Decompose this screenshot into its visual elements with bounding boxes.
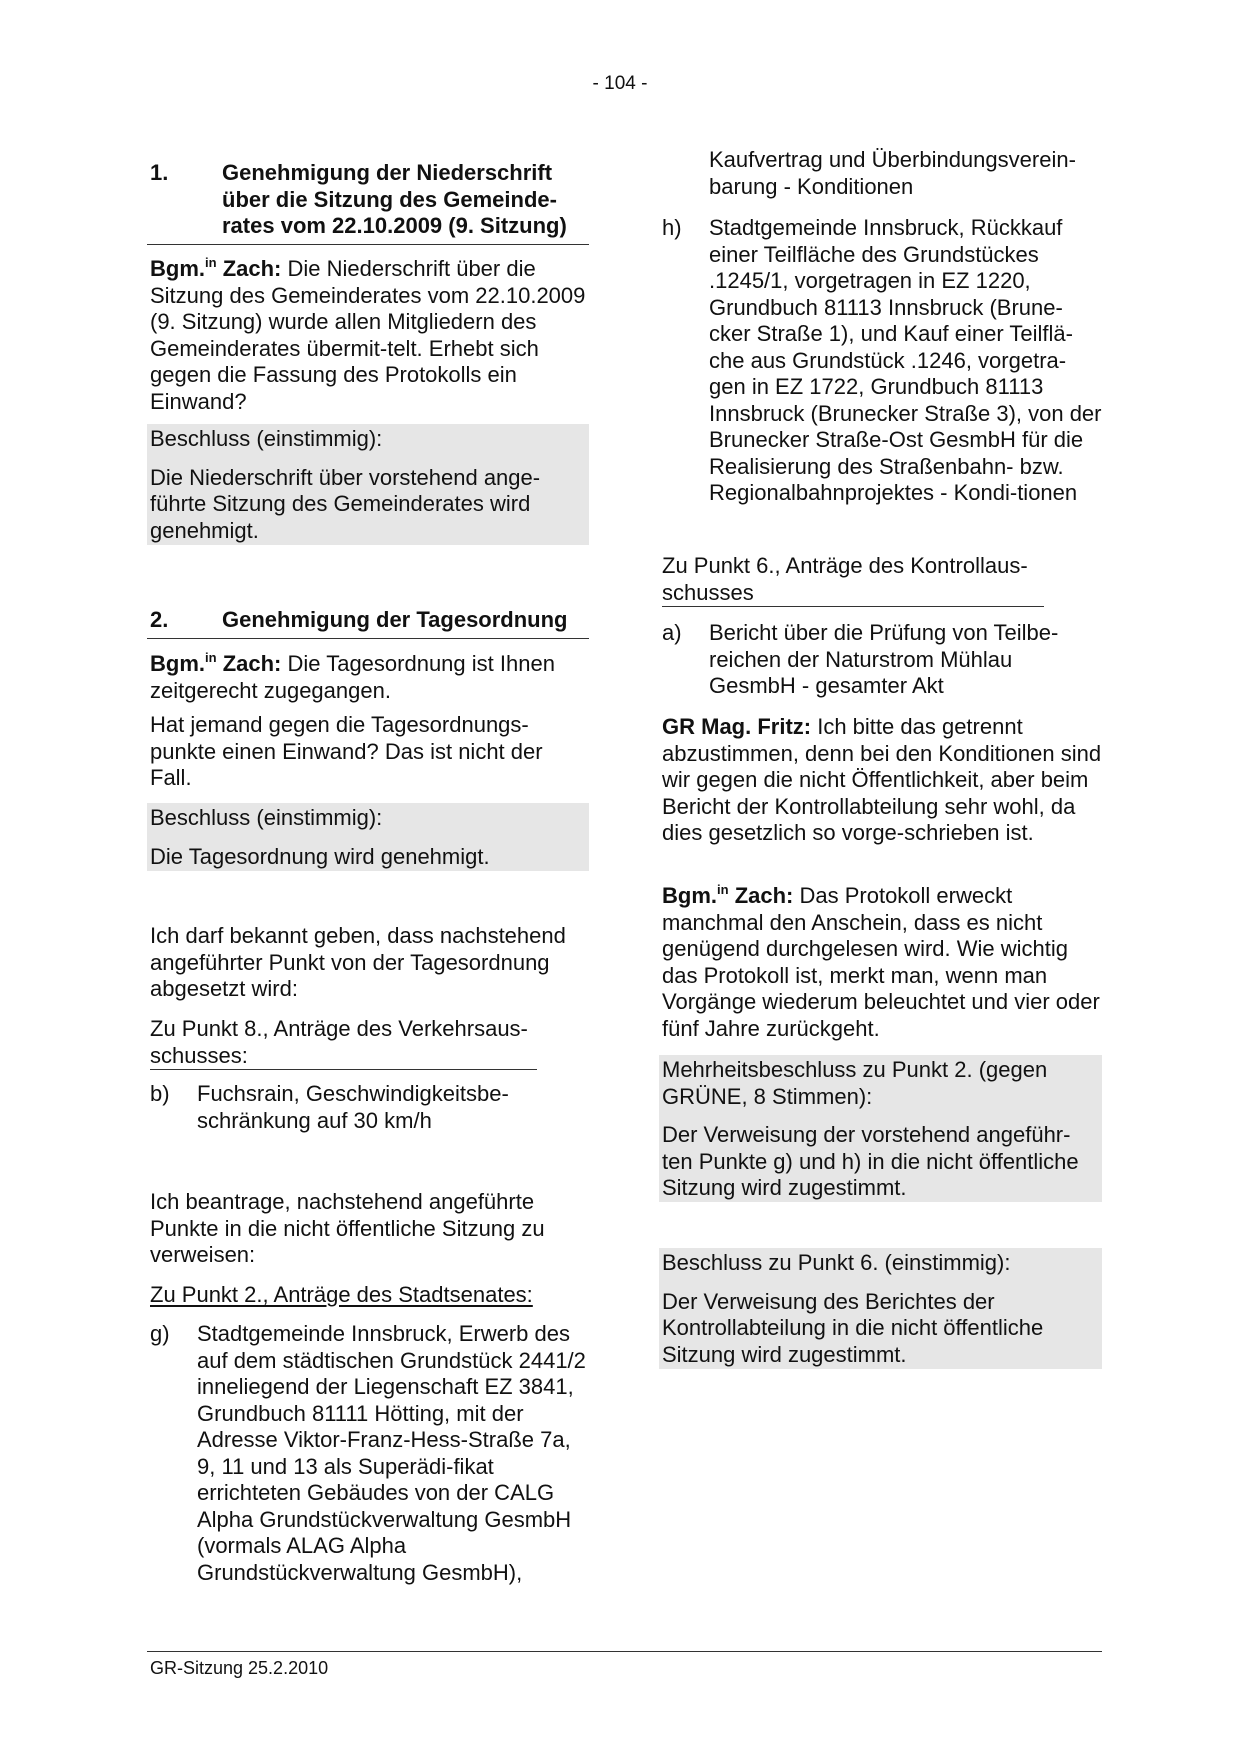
- footer-text: GR-Sitzung 25.2.2010: [150, 1658, 329, 1678]
- item-g-continuation: [662, 147, 1102, 200]
- speaker-label: Bgm.$^{in}$ Zach:: [662, 882, 794, 908]
- item-a: [662, 620, 1102, 700]
- resolution-text: Der Verweisung der vorstehend angeführ-ten Punkte g) und h) in die nicht öffentliche Sitzung wird zugestimmt.: [662, 1122, 1079, 1200]
- section-1-title: [222, 160, 589, 240]
- speaker-label: GR Mag. Fritz:: [662, 714, 812, 739]
- resolution-label: Beschluss (einstimmig):: [150, 805, 383, 830]
- item-g-label: g): [150, 1321, 170, 1346]
- item-a-label: a): [662, 620, 682, 645]
- section-1-title-line: rates vom 22.10.2009 (9. Sitzung): [222, 213, 567, 238]
- section-1-resolution: [147, 424, 589, 545]
- item-b-label: b): [150, 1081, 170, 1106]
- zach-statement: Bgm.$^{in}$ Zach: Das Protokoll erweckt manchmal den Anschein, dass es nicht genügend durchgelesen wird. Wie wichtig das Protokoll ist, merkt man, wenn man Vorgänge wiederum beleuchtet und vier oder fünf Jahre zurückgeht.: [662, 882, 1100, 1041]
- section-2-heading: [147, 607, 589, 639]
- item-g-text: Stadtgemeinde Innsbruck, Erwerb des auf dem städtischen Grundstück 2441/2 inneliegend der Liegenschaft EZ 3841, Grundbuch 81111 Hötting, mit der Adresse Viktor-Franz-Hess-Straße 7a, 9, 11 und 13 als Superädi-fikat errichteten Gebäudes von der CALG Alpha Grundstückverwaltung GesmbH (vormals ALAG Alpha Grundstückverwaltung GesmbH),: [197, 1321, 586, 1585]
- section-2-statement: Bgm.$^{in}$ Zach: Die Tagesordnung ist Ihnen zeitgerecht zugegangen.: [150, 650, 555, 703]
- item-h: [662, 215, 1102, 507]
- punkt-2-heading: Zu Punkt 2., Anträge des Stadtsenates:: [150, 1282, 533, 1307]
- announcement-paragraph: Ich darf bekannt geben, dass nachstehend angeführter Punkt von der Tagesordnung abgesetzt wird:: [150, 923, 566, 1001]
- punkt-6-heading: Zu Punkt 6., Anträge des Kontrollaus-schusses: [662, 553, 1044, 607]
- fritz-statement: GR Mag. Fritz: Ich bitte das getrennt abzustimmen, denn bei den Konditionen sind wir gegen die nicht Öffentlichkeit, aber beim Bericht der Kontrollabteilung sehr wohl, da dies gesetzlich so vorge-schrieben ist.: [662, 714, 1102, 845]
- section-1-title-line: Genehmigung der Niederschrift: [222, 160, 553, 185]
- resolution-label: Beschluss (einstimmig):: [150, 426, 383, 451]
- section-1-statement: Bgm.$^{in}$ Zach: Die Niederschrift über die Sitzung des Gemeinderates vom 22.10.2009 (9. Sitzung) wurde allen Mitgliedern des Gemeinderates übermit-telt. Erhebt sich gegen die Fassung des Protokolls ein Einwand?: [150, 255, 586, 414]
- footer-divider: [147, 1651, 1102, 1652]
- resolution-punkt-6: [659, 1248, 1102, 1369]
- item-g: [150, 1321, 589, 1586]
- resolution-punkt-2: [659, 1055, 1102, 1202]
- section-1-heading: [147, 160, 589, 245]
- section-2-number: 2.: [150, 607, 169, 632]
- resolution-text: Die Tagesordnung wird genehmigt.: [150, 843, 490, 869]
- section-2-question: Hat jemand gegen die Tagesordnungs-punkte einen Einwand? Das ist nicht der Fall.: [150, 712, 543, 790]
- item-b-text: Fuchsrain, Geschwindigkeitsbe-schränkung auf 30 km/h: [197, 1081, 509, 1133]
- speaker-label: Bgm.$^{in}$ Zach:: [150, 255, 282, 281]
- punkt-8-heading: Zu Punkt 8., Anträge des Verkehrsaus-schusses:: [150, 1016, 537, 1070]
- speaker-label: Bgm.$^{in}$ Zach:: [150, 650, 282, 676]
- section-2-resolution: [147, 803, 589, 871]
- item-h-label: h): [662, 215, 682, 240]
- resolution-label: Mehrheitsbeschluss zu Punkt 2. (gegen GRÜNE, 8 Stimmen):: [662, 1057, 1048, 1109]
- resolution-text: Der Verweisung des Berichtes der Kontrollabteilung in die nicht öffentliche Sitzung wird zugestimmt.: [662, 1288, 1044, 1367]
- item-g-continuation-text: Kaufvertrag und Überbindungsverein-barung - Konditionen: [709, 147, 1076, 199]
- section-2-title: Genehmigung der Tagesordnung: [222, 607, 568, 632]
- section-1-number: 1.: [150, 160, 169, 185]
- item-h-text: Stadtgemeinde Innsbruck, Rückkauf einer Teilfläche des Grundstückes .1245/1, vorgetragen in EZ 1220, Grundbuch 81113 Innsbruck (Brune-cker Straße 1), und Kauf einer Teilflä-che aus Grundstück .1246, vorgetra-gen in EZ 1722, Grundbuch 81113 Innsbruck (Brunecker Straße 3), von der Brunecker Straße-Ost GesmbH für die Realisierung des Straßenbahn- bzw. Regionalbahnprojektes - Kondi-tionen: [709, 215, 1102, 505]
- item-a-text: Bericht über die Prüfung von Teilbe-reichen der Naturstrom Mühlau GesmbH - gesamter Akt: [709, 620, 1059, 698]
- section-1-title-line: über die Sitzung des Gemeinde-: [222, 186, 557, 212]
- resolution-label: Beschluss zu Punkt 6. (einstimmig):: [662, 1250, 1011, 1275]
- resolution-text: Die Niederschrift über vorstehend ange-führte Sitzung des Gemeinderates wird genehmigt.: [150, 464, 541, 543]
- request-paragraph: Ich beantrage, nachstehend angeführte Punkte in die nicht öffentliche Sitzung zu verweisen:: [150, 1189, 545, 1267]
- page-number: - 104 -: [592, 73, 648, 94]
- item-b: [150, 1081, 589, 1134]
